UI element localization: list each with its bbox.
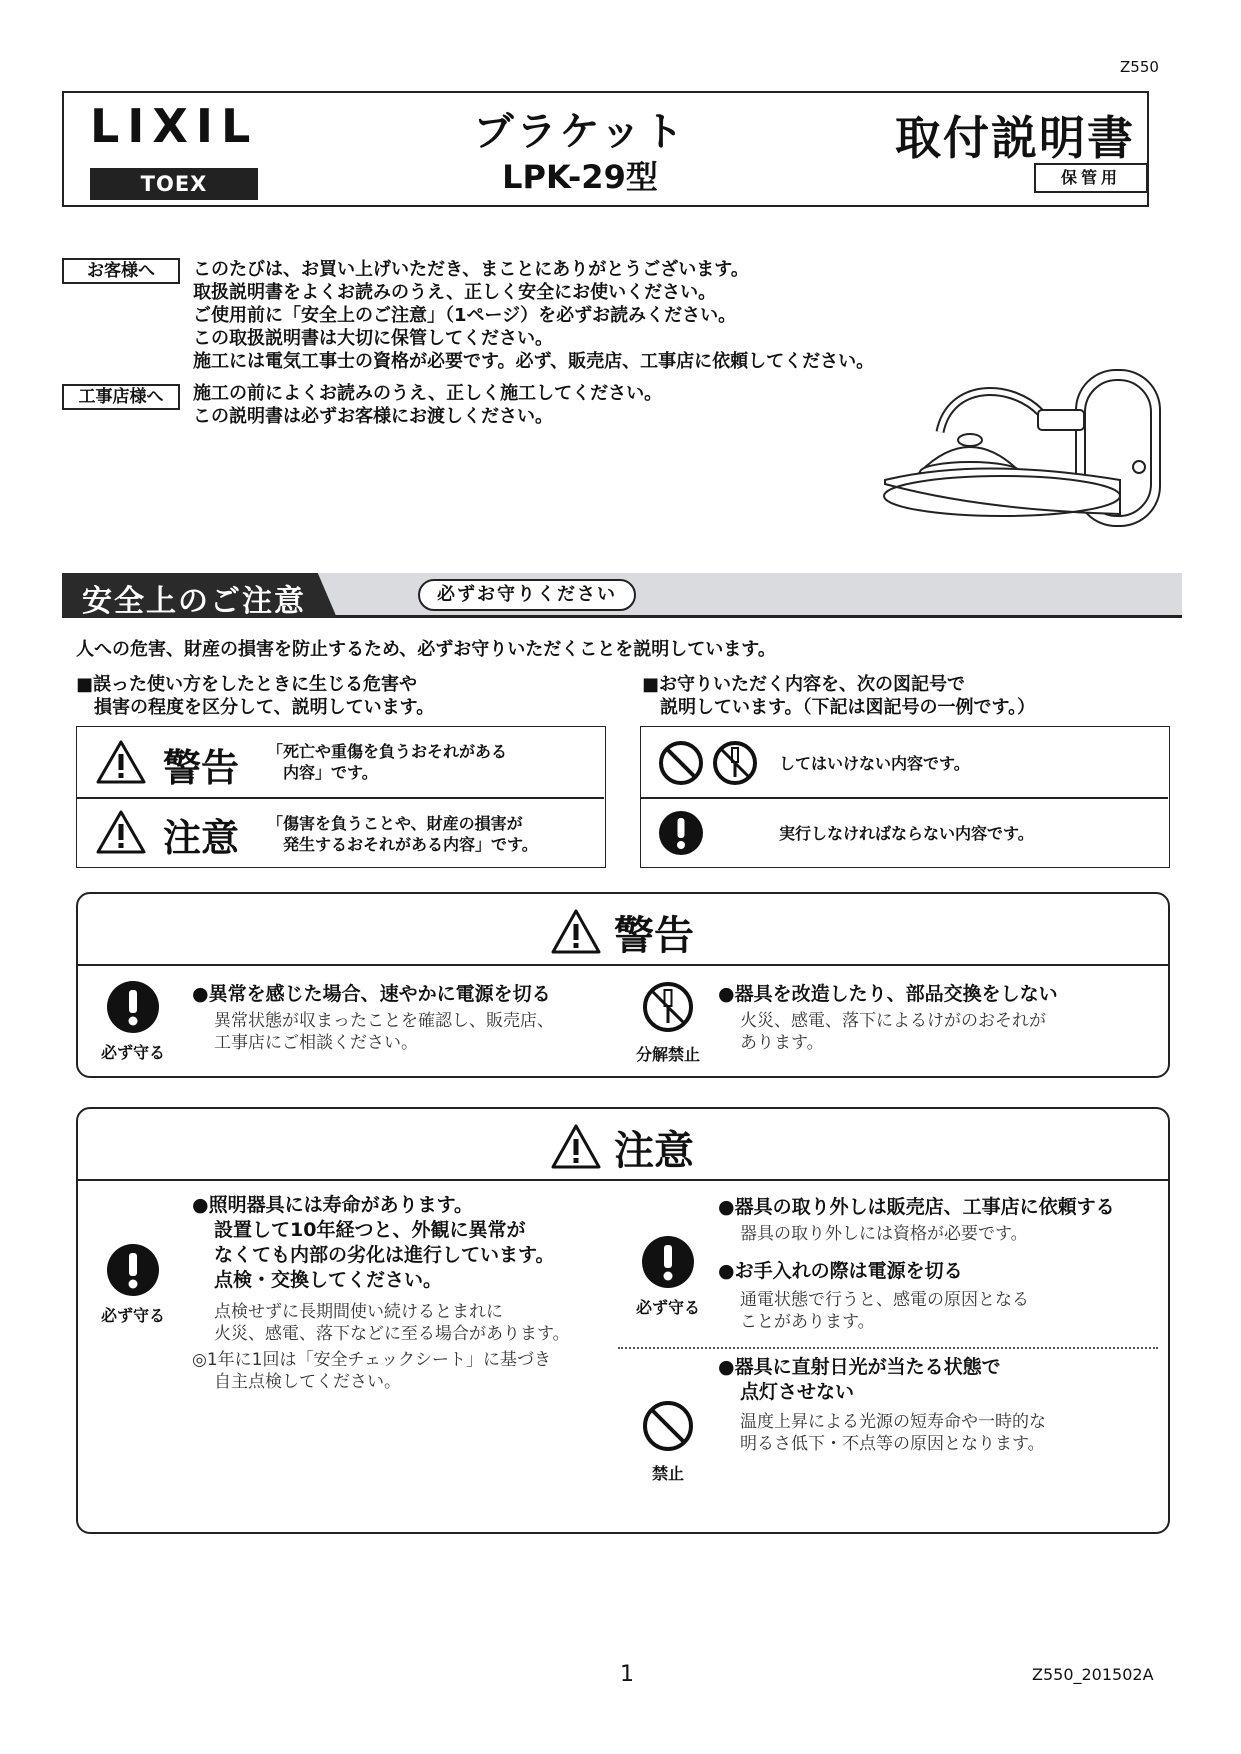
body-line: 温度上昇による光源の短寿命や一時的な	[740, 1412, 1046, 1432]
safety-title: 安全上のご注意	[82, 584, 306, 619]
caution-title: 注意	[614, 1128, 694, 1174]
caution-panel	[76, 1107, 1170, 1534]
desc-line: 「傷害を負うことや、財産の損害が	[267, 814, 523, 833]
warning-triangle-icon	[95, 739, 147, 785]
heading-line: 設置して10年経つと、外観に異常が	[214, 1219, 526, 1241]
desc-line: 「死亡や重傷を負うおそれがある	[267, 742, 508, 761]
warning-item-heading: ●器具を改造したり、部品交換をしない	[718, 983, 1058, 1005]
legend-warning-desc	[267, 741, 507, 783]
note-line: 自主点検してください。	[214, 1372, 401, 1392]
customer-line: 取扱説明書をよくお読みのうえ、正しく安全にお使いください。	[193, 282, 717, 303]
caution-item-body: 器具の取り外しには資格が必要です。	[740, 1224, 1028, 1244]
caution-triangle-icon	[550, 1123, 602, 1171]
body-line: ことがあります。	[740, 1312, 875, 1332]
contractor-line: この説明書は必ずお客様にお渡しください。	[193, 406, 553, 427]
body-line: 異常状態が収まったことを確認し、販売店、	[214, 1011, 554, 1031]
dotted-divider	[618, 1347, 1158, 1349]
icon-caption: 必ず守る	[635, 1298, 700, 1317]
doc-title: 取付説明書	[895, 111, 1135, 165]
page-number: 1	[620, 1662, 634, 1687]
caution-item-heading: ●お手入れの際は電源を切る	[718, 1260, 963, 1282]
customer-line: このたびは、お買い上げいただき、まことにありがとうございます。	[193, 259, 749, 280]
body-line: 火災、感電、落下によるけがのおそれが	[740, 1011, 1046, 1031]
mandatory-icon	[657, 809, 705, 857]
body-line: 工事店にご相談ください。	[214, 1033, 418, 1053]
desc-line: 内容」です。	[267, 763, 378, 782]
caution-item-body	[740, 1289, 1029, 1333]
body-line: 火災、感電、落下などに至る場合があります。	[214, 1324, 570, 1344]
warning-panel	[76, 892, 1170, 1078]
body-line: 点検せずに長期間使い続けるとまれに	[214, 1302, 503, 1322]
body-line: あります。	[740, 1033, 824, 1053]
customer-message	[193, 258, 874, 373]
row-divider	[77, 797, 604, 799]
note-line: ◎1年に1回は「安全チェックシート」に基づき	[192, 1350, 551, 1370]
prohibition-icon	[657, 739, 705, 787]
sub-brand-logo: TOEX	[90, 168, 258, 200]
heading-line: ●器具に直射日光が当たる状態で	[718, 1356, 1001, 1378]
icon-caption: 禁止	[651, 1464, 684, 1483]
note-line: 説明しています。（下記は図記号の一例です。）	[642, 697, 1036, 718]
panel-divider	[78, 1179, 1168, 1181]
safety-lead: 人への危害、財産の損害を防止するため、必ずお守りいただくことを説明しています。	[76, 639, 776, 660]
product-name: ブラケット	[473, 109, 687, 155]
mandatory-icon	[641, 1235, 695, 1289]
legend-mandatory-desc: 実行しなければならない内容です。	[779, 824, 1034, 843]
caution-item-heading: ●器具の取り外しは販売店、工事店に依頼する	[718, 1196, 1115, 1218]
icon-caption: 必ず守る	[100, 1043, 165, 1062]
customer-line: ご使用前に「安全上のご注意」（1ページ）を必ずお読みください。	[193, 305, 737, 326]
symbol-legend	[640, 726, 1170, 868]
legend-warning-word: 警告	[163, 746, 240, 790]
heading-line: 点検・交換してください。	[214, 1269, 443, 1291]
doc-code-bottom: Z550_201502A	[1032, 1665, 1154, 1684]
heading-line: ●照明器具には寿命があります。	[192, 1194, 474, 1216]
body-line: 通電状態で行うと、感電の原因となる	[740, 1290, 1029, 1310]
product-model: LPK-29型	[502, 158, 658, 196]
body-line: 明るさ低下・不点等の原因となります。	[740, 1434, 1045, 1454]
panel-divider	[78, 964, 1168, 966]
safety-pill: 必ずお守りください	[418, 579, 636, 611]
doc-code-top: Z550	[1120, 58, 1159, 76]
desc-line: 発生するおそれがある内容」です。	[267, 835, 538, 854]
mandatory-icon	[106, 1243, 160, 1297]
note-line: ■誤った使い方をしたときに生じる危害や	[76, 674, 418, 695]
brand-logo: LIXIL	[90, 99, 259, 153]
caution-item-body	[214, 1301, 570, 1345]
product-illustration	[880, 362, 1180, 542]
contractor-message	[193, 382, 662, 428]
icon-caption: 分解禁止	[635, 1045, 700, 1064]
heading-line: 点灯させない	[740, 1381, 855, 1403]
note-line: 損害の程度を区分して、説明しています。	[76, 697, 435, 718]
caution-item-heading	[718, 1355, 1001, 1405]
keep-label: 保管用	[1034, 163, 1148, 193]
warning-item-heading: ●異常を感じた場合、速やかに電源を切る	[192, 983, 551, 1005]
warning-triangle-icon	[550, 908, 602, 956]
no-disassembly-icon	[641, 980, 695, 1034]
legend-prohibit-desc: してはいけない内容です。	[779, 754, 970, 773]
legend-caution-desc	[267, 813, 538, 855]
symbol-note	[642, 673, 1035, 719]
caution-triangle-icon	[95, 809, 147, 855]
no-disassembly-icon	[711, 739, 759, 787]
warning-item-body	[740, 1010, 1046, 1054]
caution-item-heading	[192, 1193, 554, 1293]
customer-line: この取扱説明書は大切に保管してください。	[193, 328, 553, 349]
row-divider	[641, 797, 1168, 799]
mandatory-icon	[106, 980, 160, 1034]
contractor-tag: 工事店様へ	[62, 384, 180, 410]
customer-tag: お客様へ	[62, 258, 180, 284]
warning-item-body	[214, 1010, 554, 1054]
icon-caption: 必ず守る	[100, 1306, 165, 1325]
heading-line: なくても内部の劣化は進行しています。	[214, 1244, 555, 1266]
prohibition-icon	[641, 1399, 695, 1453]
severity-note	[76, 673, 434, 719]
warning-title: 警告	[614, 913, 694, 959]
caution-check-note	[192, 1349, 551, 1393]
contractor-line: 施工の前によくお読みのうえ、正しく施工してください。	[193, 383, 663, 404]
note-line: ■お守りいただく内容を、次の図記号で	[642, 674, 966, 695]
customer-line: 施工には電気工事士の資格が必要です。必ず、販売店、工事店に依頼してください。	[193, 351, 875, 372]
caution-item-body	[740, 1411, 1046, 1455]
severity-legend	[76, 726, 606, 868]
legend-caution-word: 注意	[163, 816, 240, 860]
